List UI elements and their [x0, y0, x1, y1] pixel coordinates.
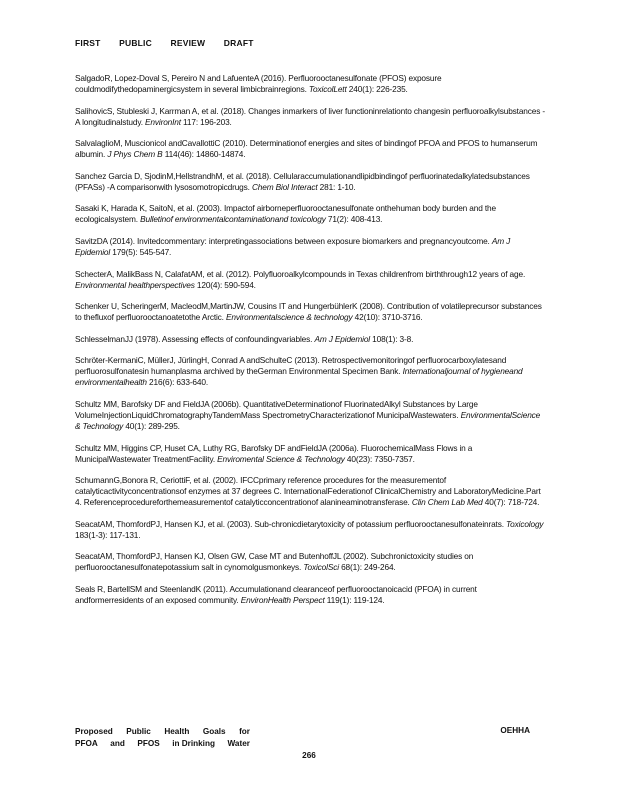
page-number: 266	[302, 751, 316, 760]
reference-entry: Schenker U, ScheringerM, MacleodM,MartinJW, Cousins IT and HungerbühlerK (2008). Contribution of volatileprecursor substances to thefluxof perfluorooctanoatetothe Arctic. Environmentalscience & technology 42(10): 3710-3716.	[75, 301, 542, 323]
reference-entry: SalgadoR, Lopez-Doval S, Pereiro N and LafuenteA (2016). Perfluorooctanesulfonate (PFOS) exposure couldmodifythedopaminergicsystem in several limbicbrainregions. ToxicolLett 240(1): 226-235.	[75, 73, 442, 94]
footer-title-line-2: PFOA and PFOS in Drinking Water	[75, 738, 250, 748]
reference-list	[75, 73, 545, 617]
reference-entry: SalvalaglioM, Muscionicol andCavallottiC (2010). Determinationof energies and sites of bindingof PFOA and PFOS to humanserum albumin. J Phys Chem B 114(46): 14860-14874.	[75, 138, 538, 160]
reference-entry: SchecterA, MalikBass N, CalafatAM, et al. (2012). Polyfluoroalkylcompounds in Texas childrenfrom birththrough12 years of age. Environmental healthperspectives 120(4): 590-594.	[75, 268, 526, 290]
reference-entry: SavitzDA (2014). Invitedcommentary: interpretingassociations between exposure biomarkers and pregnancyoutcome. Am J Epidemiol 179(5): 545-547.	[75, 235, 511, 257]
reference-entry: Schultz MM, Higgins CP, Huset CA, Luthy RG, Barofsky DF andFieldJA (2006a). FluorochemicalMass Flows in a MunicipalWastewater TreatmentFacility. Enviromental Science & Technology 40(23): 7350-7357.	[75, 442, 473, 464]
draft-header: FIRST PUBLIC REVIEW DRAFT	[75, 38, 254, 48]
reference-entry: SchumannG,Bonora R, CeriottiF, et al. (2002). IFCCprimary reference procedures for the measurementof catalyticactivityconcentrationsof enzymes at 37 degrees C. InternationalFederationof ClinicalChemistry and LaboratoryMedicine.Part 4. Referenceprocedureforthemeasurementof catalyticconcentrationof alanineaminotransferase. Clin Chem Lab Med 40(7): 718-724.	[75, 475, 541, 508]
reference-entry: Schröter-KermaniC, MüllerJ, JürlingH, Conrad A andSchulteC (2013). Retrospectivemonitoringof perfluorocarboxylatesand perfluorosulfonatesin humanplasma archived by theGerman Environmental Specimen Bank. Internationaljournal of hygieneand environmentalhealth 216(6): 633-640.	[75, 355, 523, 388]
reference-entry: Sanchez Garcia D, SjodinM,HellstrandhM, et al. (2018). Cellularaccumulationandlipidbindingof perfluorinatedalkylatedsubstances (PFASs) -A comparisonwith lysosomotropicdrugs. Chem Biol Interact 281: 1-10.	[75, 170, 530, 192]
reference-entry: Schultz MM, Barofsky DF and FieldJA (2006b). QuantitativeDeterminationof FluorinatedAlkyl Substances by Large VolumeInjectionLiquidChromatographyTandemMass SpectrometryCharacterizationof MunicipalWastewaters. EnvironmentalScience & Technology 40(1): 289-295.	[75, 398, 541, 431]
footer-document-title	[75, 726, 250, 749]
reference-entry: Seals R, BartellSM and SteenlandK (2011). Accumulationand clearanceof perfluorooctanoicacid (PFOA) in current andformerresidents of an exposed community. EnvironHealth Perspect 119(1): 119-124.	[75, 583, 477, 605]
reference-entry: SeacatAM, ThomfordPJ, Hansen KJ, et al. (2003). Sub-chronicdietarytoxicity of potassium perfluorooctanesulfonateinrats. Toxicology 183(1-3): 117-131.	[75, 518, 544, 540]
footer-title-line-1: Proposed Public Health Goals for	[75, 727, 250, 736]
reference-entry: SeacatAM, ThomfordPJ, Hansen KJ, Olsen GW, Case MT and ButenhoffJL (2002). Subchronictoxicity studies on perfluorooctanesulfonatepotassium salt in cynomolgusmonkeys. ToxicolSci 68(1): 249-264.	[75, 551, 474, 573]
reference-entry: SalihovicS, Stubleski J, Karrman A, et al. (2018). Changes inmarkers of liver functioninrelationto changesin perfluoroalkylsubstances -A longitudinalstudy. EnvironInt 117: 196-203.	[75, 105, 545, 127]
reference-entry: SchlesselmanJJ (1978). Assessing effects of confoundingvariables. Am J Epidemiol 108(1): 3-8.	[75, 333, 414, 344]
reference-entry: Sasaki K, Harada K, SaitoN, et al. (2003). Impactof airborneperfluorooctanesulfonate onthehuman body burden and the ecologicalsystem. Bulletinof environmentalcontaminationand toxicology 71(2): 408-413.	[75, 203, 496, 225]
footer-agency: OEHHA	[500, 726, 530, 735]
